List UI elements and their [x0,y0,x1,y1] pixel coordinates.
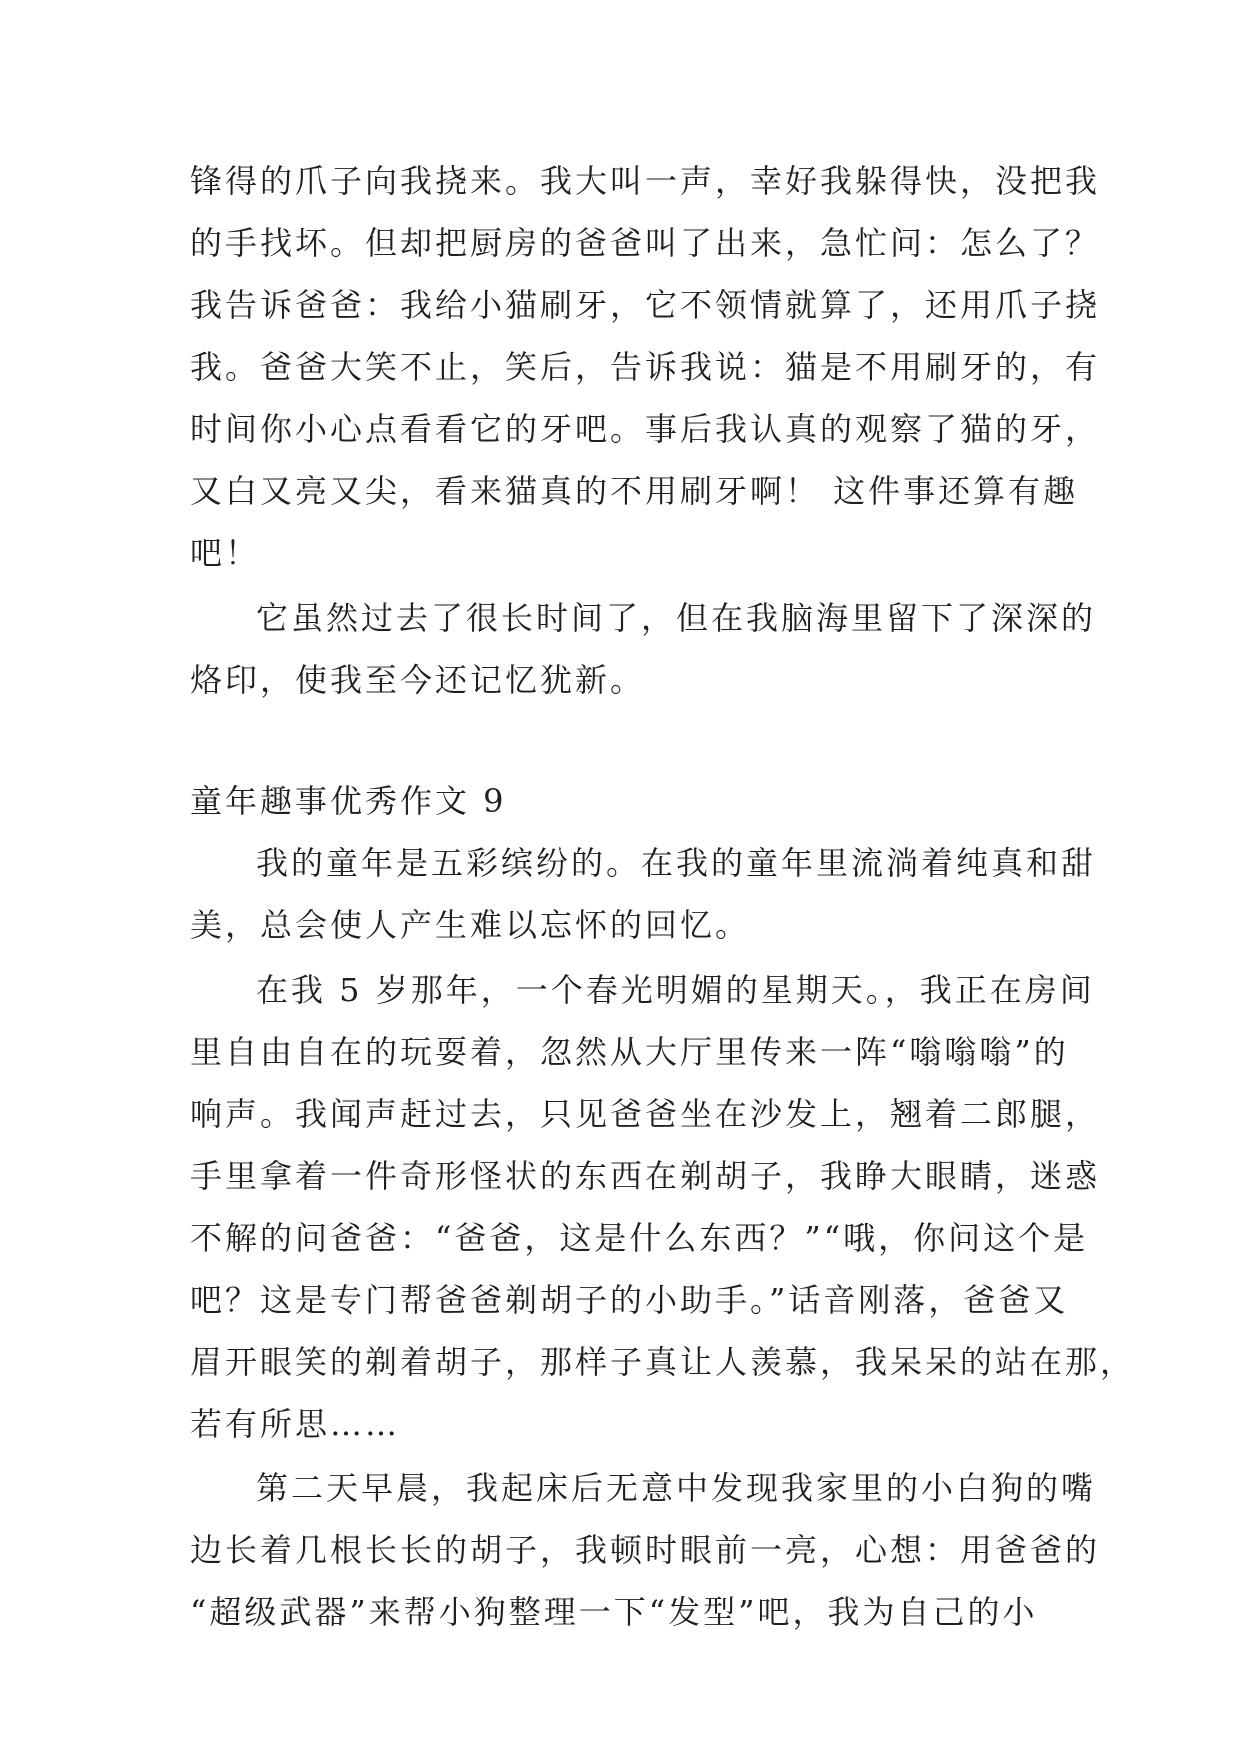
section-heading: 童年趣事优秀作文 9 [190,782,507,820]
text-line: 手里拿着一件奇形怪状的东西在剃胡子，我睁大眼睛，迷惑 [190,1157,1101,1195]
text-line: 边长着几根长长的胡子，我顿时眼前一亮，心想：用爸爸的 [190,1531,1101,1569]
text-line: 我。爸爸大笑不止，笑后，告诉我说：猫是不用刷牙的，有 [190,348,1101,386]
text-line: 锋得的爪子向我挠来。我大叫一声，幸好我躲得快，没把我 [190,162,1101,200]
text-line: 吧！ [190,534,261,572]
text-line: 里自由自在的玩耍着，忽然从大厅里传来一阵“嗡嗡嗡”的 [190,1033,1069,1071]
text-line: 时间你小心点看看它的牙吧。事后我认真的观察了猫的牙， [190,410,1101,448]
text-line: 烙印，使我至今还记忆犹新。 [190,661,646,699]
paragraph-first-line: 在我 5 岁那年，一个春光明媚的星期天。，我正在房间 [256,971,1095,1009]
text-line: 眉开眼笑的剃着胡子，那样子真让人羡慕，我呆呆的站在那， [190,1343,1136,1381]
paragraph-first-line: 它虽然过去了很长时间了，但在我脑海里留下了深深的 [256,599,1097,637]
text-line: 又白又亮又尖，看来猫真的不用刷牙啊！ 这件事还算有趣 [190,472,1079,510]
text-line: “超级武器”来帮小狗整理一下“发型”吧，我为自己的小 [190,1593,1038,1631]
text-line: 不解的问爸爸：“爸爸，这是什么东西？”“哦，你问这个是 [190,1219,1089,1257]
text-line: 的手找坏。但却把厨房的爸爸叫了出来，急忙问：怎么了？ [190,224,1101,262]
text-line: 响声。我闻声赶过去，只见爸爸坐在沙发上，翘着二郎腿， [190,1095,1101,1133]
paragraph-first-line: 第二天早晨，我起床后无意中发现我家里的小白狗的嘴 [256,1469,1097,1507]
text-line: 吧？这是专门帮爸爸剃胡子的小助手。”话音刚落，爸爸又 [190,1281,1069,1319]
text-line: 美，总会使人产生难以忘怀的回忆。 [190,906,751,944]
text-line: 我告诉爸爸：我给小猫刷牙，它不领情就算了，还用爪子挠 [190,286,1101,324]
text-line: 若有所思…… [190,1405,401,1443]
paragraph-first-line: 我的童年是五彩缤纷的。在我的童年里流淌着纯真和甜 [256,844,1097,882]
